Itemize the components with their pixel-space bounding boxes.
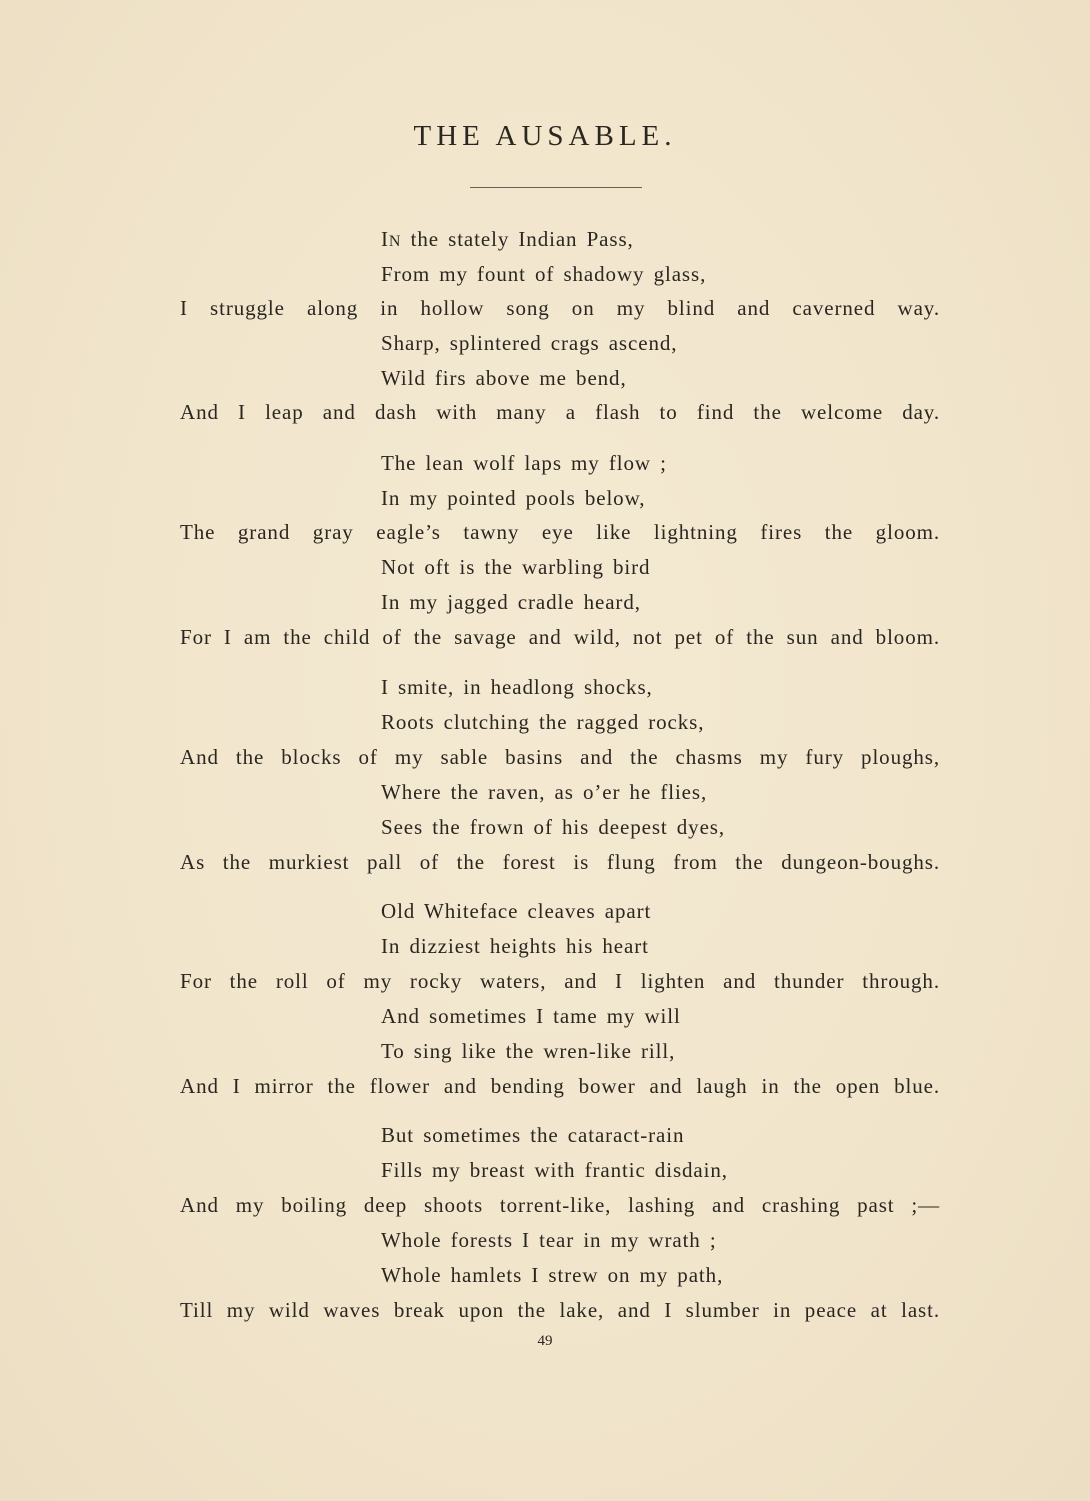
poem-line: Whole forests I tear in my wrath ;	[381, 1228, 717, 1252]
poem-line: Sharp, splintered crags ascend,	[381, 331, 678, 355]
poem-line: Till my wild waves break upon the lake, and I slumber in peace at last.	[180, 1298, 940, 1322]
poem-line: The lean wolf laps my flow ;	[381, 451, 667, 475]
poem-line: Fills my breast with frantic disdain,	[381, 1158, 728, 1182]
poem-line: And the blocks of my sable basins and the chasms my fury ploughs,	[180, 745, 940, 769]
poem-line: Wild firs above me bend,	[381, 366, 627, 390]
poem-line: From my fount of shadowy glass,	[381, 262, 707, 286]
poem-line: And I leap and dash with many a flash to find the welcome day.	[180, 400, 940, 424]
poem-line: For I am the child of the savage and wild, not pet of the sun and bloom.	[180, 625, 940, 649]
poem-line: Roots clutching the ragged rocks,	[381, 710, 705, 734]
poem-line: And I mirror the flower and bending bower and laugh in the open blue.	[180, 1074, 940, 1098]
poem-line: Old Whiteface cleaves apart	[381, 899, 652, 923]
poem-line: Where the raven, as o’er he flies,	[381, 780, 708, 804]
poem-line: But sometimes the cataract-rain	[381, 1123, 685, 1147]
drop-initial: I	[381, 227, 389, 251]
poem-line: Not oft is the warbling bird	[381, 555, 651, 579]
poem-line: Whole hamlets I strew on my path,	[381, 1263, 724, 1287]
page-number: 49	[537, 1333, 553, 1349]
poem-line: I smite, in headlong shocks,	[381, 675, 653, 699]
poem-line: IN the stately Indian Pass,	[381, 227, 634, 251]
poem-line: And sometimes I tame my will	[381, 1004, 681, 1028]
poem-line: And my boiling deep shoots torrent-like, lashing and crashing past ;—	[180, 1193, 940, 1217]
poem-line: The grand gray eagle’s tawny eye like lightning fires the gloom.	[180, 520, 940, 544]
small-caps: N	[388, 233, 402, 250]
poem-line: In dizziest heights his heart	[381, 934, 649, 958]
poem-line: To sing like the wren-like rill,	[381, 1039, 676, 1063]
poem-line: As the murkiest pall of the forest is flung from the dungeon-boughs.	[180, 850, 940, 874]
poem-line: For the roll of my rocky waters, and I lighten and thunder through.	[180, 969, 940, 993]
poem-title: THE AUSABLE.	[413, 120, 677, 152]
poem-line: Sees the frown of his deepest dyes,	[381, 815, 726, 839]
poem-line: I struggle along in hollow song on my blind and caverned way.	[180, 296, 940, 320]
poem-line: In my pointed pools below,	[381, 486, 646, 510]
poem-line: In my jagged cradle heard,	[381, 590, 641, 614]
